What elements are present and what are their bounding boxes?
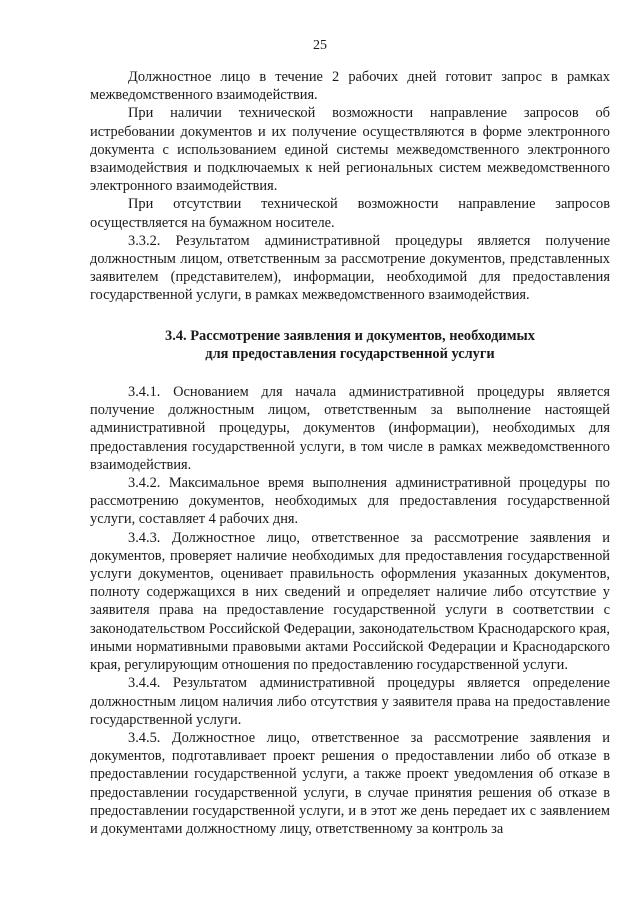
document-body [90,68,610,838]
page-number: 25 [313,38,327,53]
section-heading-line-1: 3.4. Рассмотрение заявления и документов, необходимых [165,327,535,344]
paragraph-3-4-4: 3.4.4. Результатом административной процедуры является определение должностным лицом наличия либо отсутствия у заявителя права на предоставление государственной услуги. [90,675,610,728]
paragraph-3-3-2: 3.3.2. Результатом административной процедуры является получение должностным лицом, ответственным за рассмотрение документов, представленных заявителем (представителем), информации, необходимой для предоставления государственной услуги, в рамках межведомственного взаимодействия. [90,232,610,304]
paragraph-interagency-request: Должностное лицо в течение 2 рабочих дней готовит запрос в рамках межведомственного взаимодействия. [90,69,610,104]
paragraph-3-4-1: 3.4.1. Основанием для начала административной процедуры является получение должностным лицом, ответственным за выполнение настоящей административной процедуры, документов (информации), необходимых для предоставления государственной услуги, в том числе в рамках межведомственного взаимодействия. [90,384,610,473]
paragraph-electronic-requests: При наличии технической возможности направление запросов об истребовании документов и их получение осуществляются в форме электронного документа с использованием единой системы межведомственного электронного взаимодействия и подключаемых к ней региональных систем межведомственного электронного взаимодействия. [90,105,610,195]
paragraph-3-4-2: 3.4.2. Максимальное время выполнения административной процедуры по рассмотрению документов, необходимых для предоставления государственной услуги, составляет 4 рабочих дня. [90,475,610,528]
section-heading-line-2: для предоставления государственной услуги [205,345,495,362]
paragraph-3-4-5: 3.4.5. Должностное лицо, ответственное за рассмотрение заявления и документов, подготавливает проект решения о предоставлении либо об отказе в предоставлении государственной услуги, а также проект уведомления об отказе в предоставлении государственной услуги, в случае принятия решения об отказе в предоставлении государственной услуги, и в этот же день передает их с заявлением и документами должностному лицу, ответственному за контроль за [90,729,610,837]
section-heading-3-4 [90,327,610,363]
paragraph-3-4-3: 3.4.3. Должностное лицо, ответственное за рассмотрение заявления и документов, проверяет наличие необходимых для предоставления государственной услуги документов, оценивает правильность оформления указанных документов, полноту содержащихся в них сведений и определяет наличие либо отсутствие у заявителя права на предоставление государственной услуги в соответствии с законодательством Российской Федерации, законодательством Краснодарского края, иными нормативными правовыми актами Российской Федерации и Краснодарского края, регулирующим отношения по предоставлению государственной услуги. [90,529,610,674]
paragraph-paper-requests: При отсутствии технической возможности направление запросов осуществляется на бумажном носителе. [90,196,610,231]
